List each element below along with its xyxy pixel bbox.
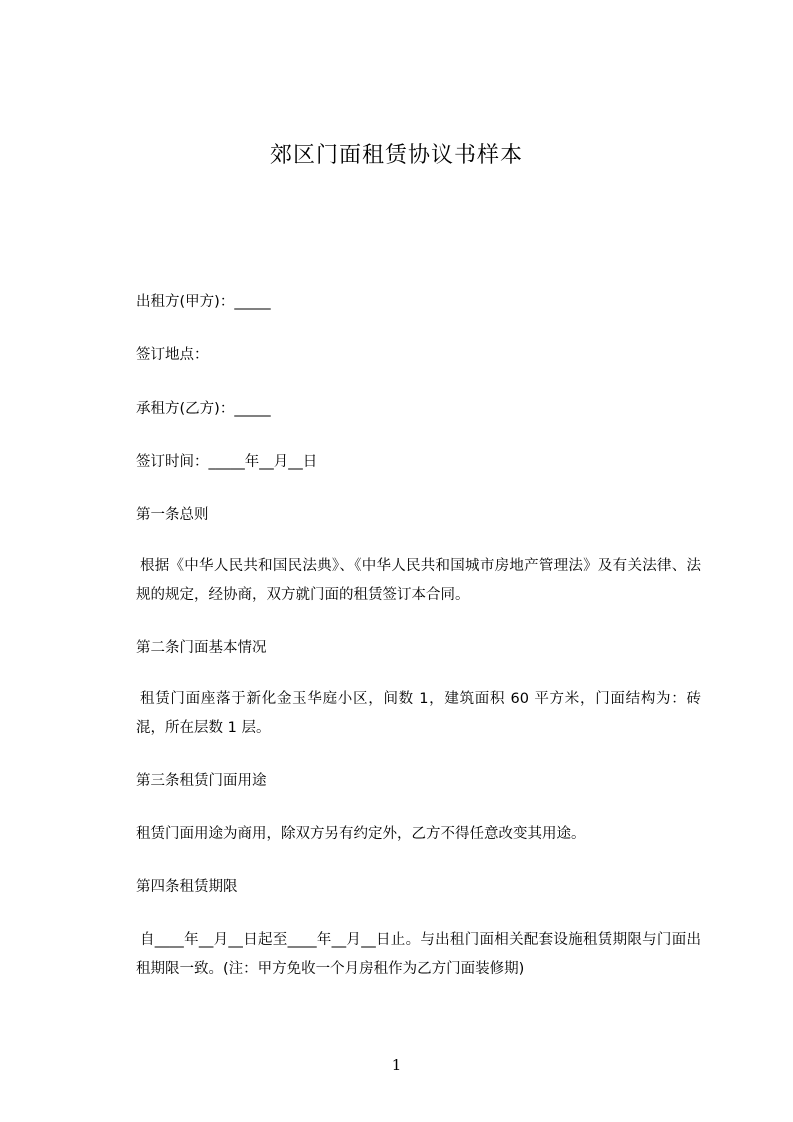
lessor-field: 出租方(甲方)：_____: [136, 294, 271, 310]
document-title: 郊区门面租赁协议书样本: [269, 143, 523, 168]
signing-place-field: 签订地点：: [136, 347, 209, 363]
article-4-body: 自____年__月__日起至____年__月__日止。与出租门面相关配套设施租赁期限与门面出租期限一致。(注：甲方免收一个月房租作为乙方门面装修期): [136, 932, 701, 977]
article-4-heading: 第四条租赁期限: [136, 879, 238, 895]
article-3-heading: 第三条租赁门面用途: [136, 773, 267, 789]
article-2-heading: 第二条门面基本情况: [136, 640, 267, 656]
article-1-heading: 第一条总则: [136, 507, 209, 523]
article-1-body: 根据《中华人民共和国民法典》、《中华人民共和国城市房地产管理法》及有关法律、法规的规定，经协商，双方就门面的租赁签订本合同。: [136, 558, 701, 603]
signing-time-field: 签订时间：_____年__月__日: [136, 454, 318, 470]
article-2-body: 租赁门面座落于新化金玉华庭小区，间数 1，建筑面积 60 平方米，门面结构为：砖混，所在层数 1 层。: [136, 691, 701, 736]
lessee-field: 承租方(乙方)：_____: [136, 401, 271, 417]
article-3-body: 租赁门面用途为商用，除双方另有约定外，乙方不得任意改变其用途。: [136, 826, 586, 842]
page-number: 1: [391, 1056, 402, 1074]
